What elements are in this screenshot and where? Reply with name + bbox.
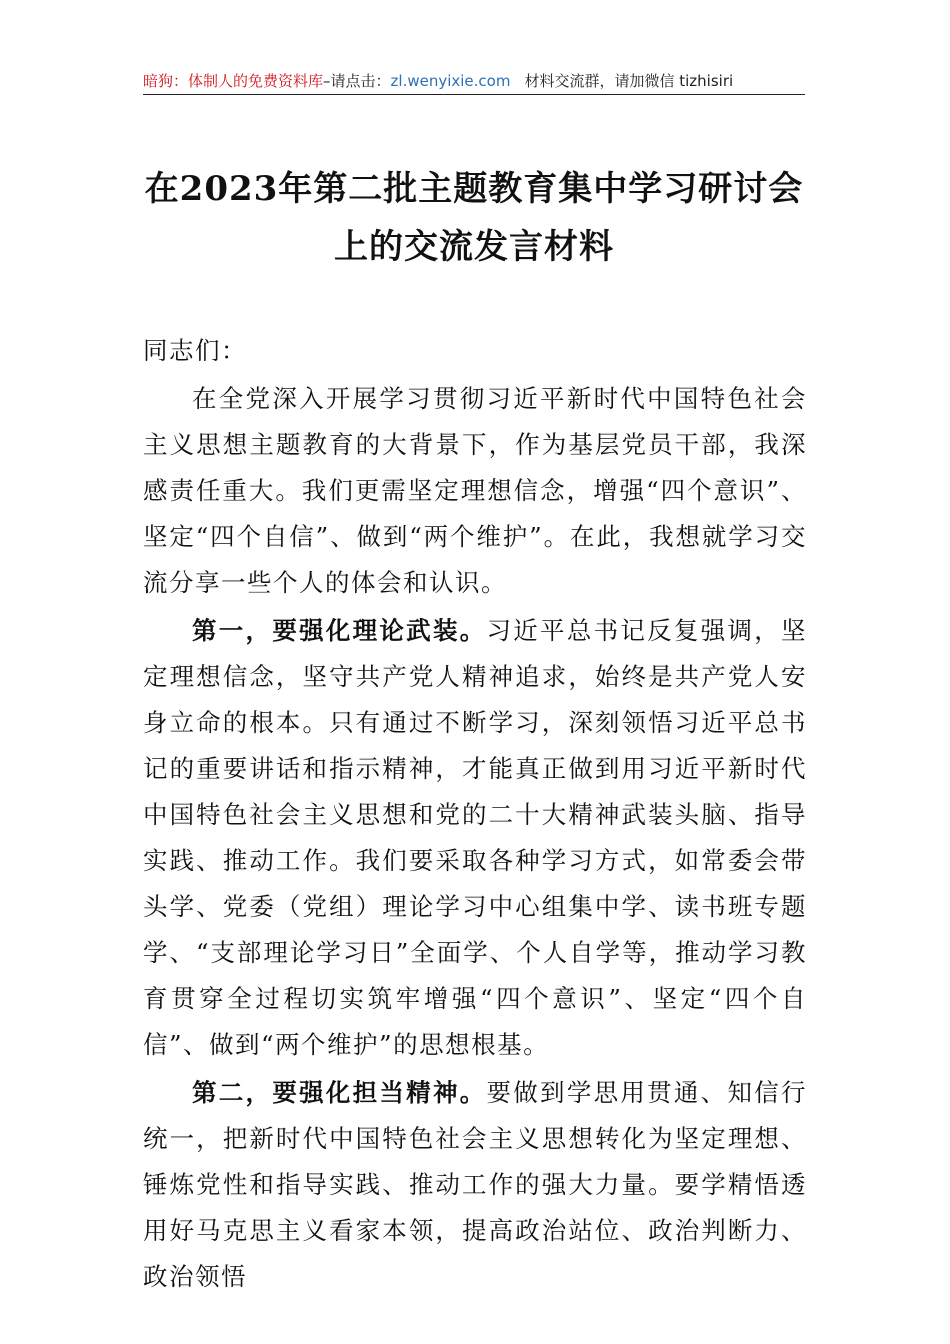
header-click-prompt: –请点击： <box>323 72 391 90</box>
title-line-1: 在2023年第二批主题教育集中学习研讨会 <box>144 169 804 209</box>
section-2-text: 要做到学思用贯通、知信行统一，把新时代中国特色社会主义思想转化为坚定理想、锤炼党性和指导实践、推动工作的强大力量。要学精悟透用好马克思主义看家本领，提高政治站位、政治判断力、政治领悟 <box>143 1078 807 1291</box>
document-body <box>143 328 807 1300</box>
page-header <box>143 68 805 95</box>
section-2-heading: 第二，要强化担当精神。 <box>192 1078 487 1107</box>
document-title <box>143 160 805 276</box>
title-line-2: 上的交流发言材料 <box>334 227 614 267</box>
header-source-name: 暗狗：体制人的免费资料库 <box>143 72 324 90</box>
salutation: 同志们： <box>143 336 247 365</box>
section-1-text: 习近平总书记反复强调，坚定理想信念，坚守共产党人精神追求，始终是共产党人安身立命的根本。只有通过不断学习，深刻领悟习近平总书记的重要讲话和指示精神，才能真正做到用习近平新时代中国特色社会主义思想和党的二十大精神武装头脑、指导实践、推动工作。我们要采取各种学习方式，如常委会带头学、党委（党组）理论学习中心组集中学、读书班专题学、“支部理论学习日”全面学、个人自学等，推动学习教育贯穿全过程切实筑牢增强“四个意识”、坚定“四个自信”、做到“两个维护”的思想根基。 <box>143 616 807 1059</box>
intro-paragraph: 在全党深入开展学习贯彻习近平新时代中国特色社会主义思想主题教育的大背景下，作为基层党员干部，我深感责任重大。我们更需坚定理想信念，增强“四个意识”、坚定“四个自信”、做到“两个维护”。在此，我想就学习交流分享一些个人的体会和认识。 <box>143 384 807 597</box>
section-1-paragraph <box>143 608 807 1068</box>
header-site-link[interactable]: zl.wenyixie.com <box>390 72 511 90</box>
section-1-heading: 第一，要强化理论武装。 <box>192 616 487 645</box>
header-contact: 材料交流群，请加微信 tizhisiri <box>524 72 734 90</box>
section-2-paragraph <box>143 1070 807 1300</box>
